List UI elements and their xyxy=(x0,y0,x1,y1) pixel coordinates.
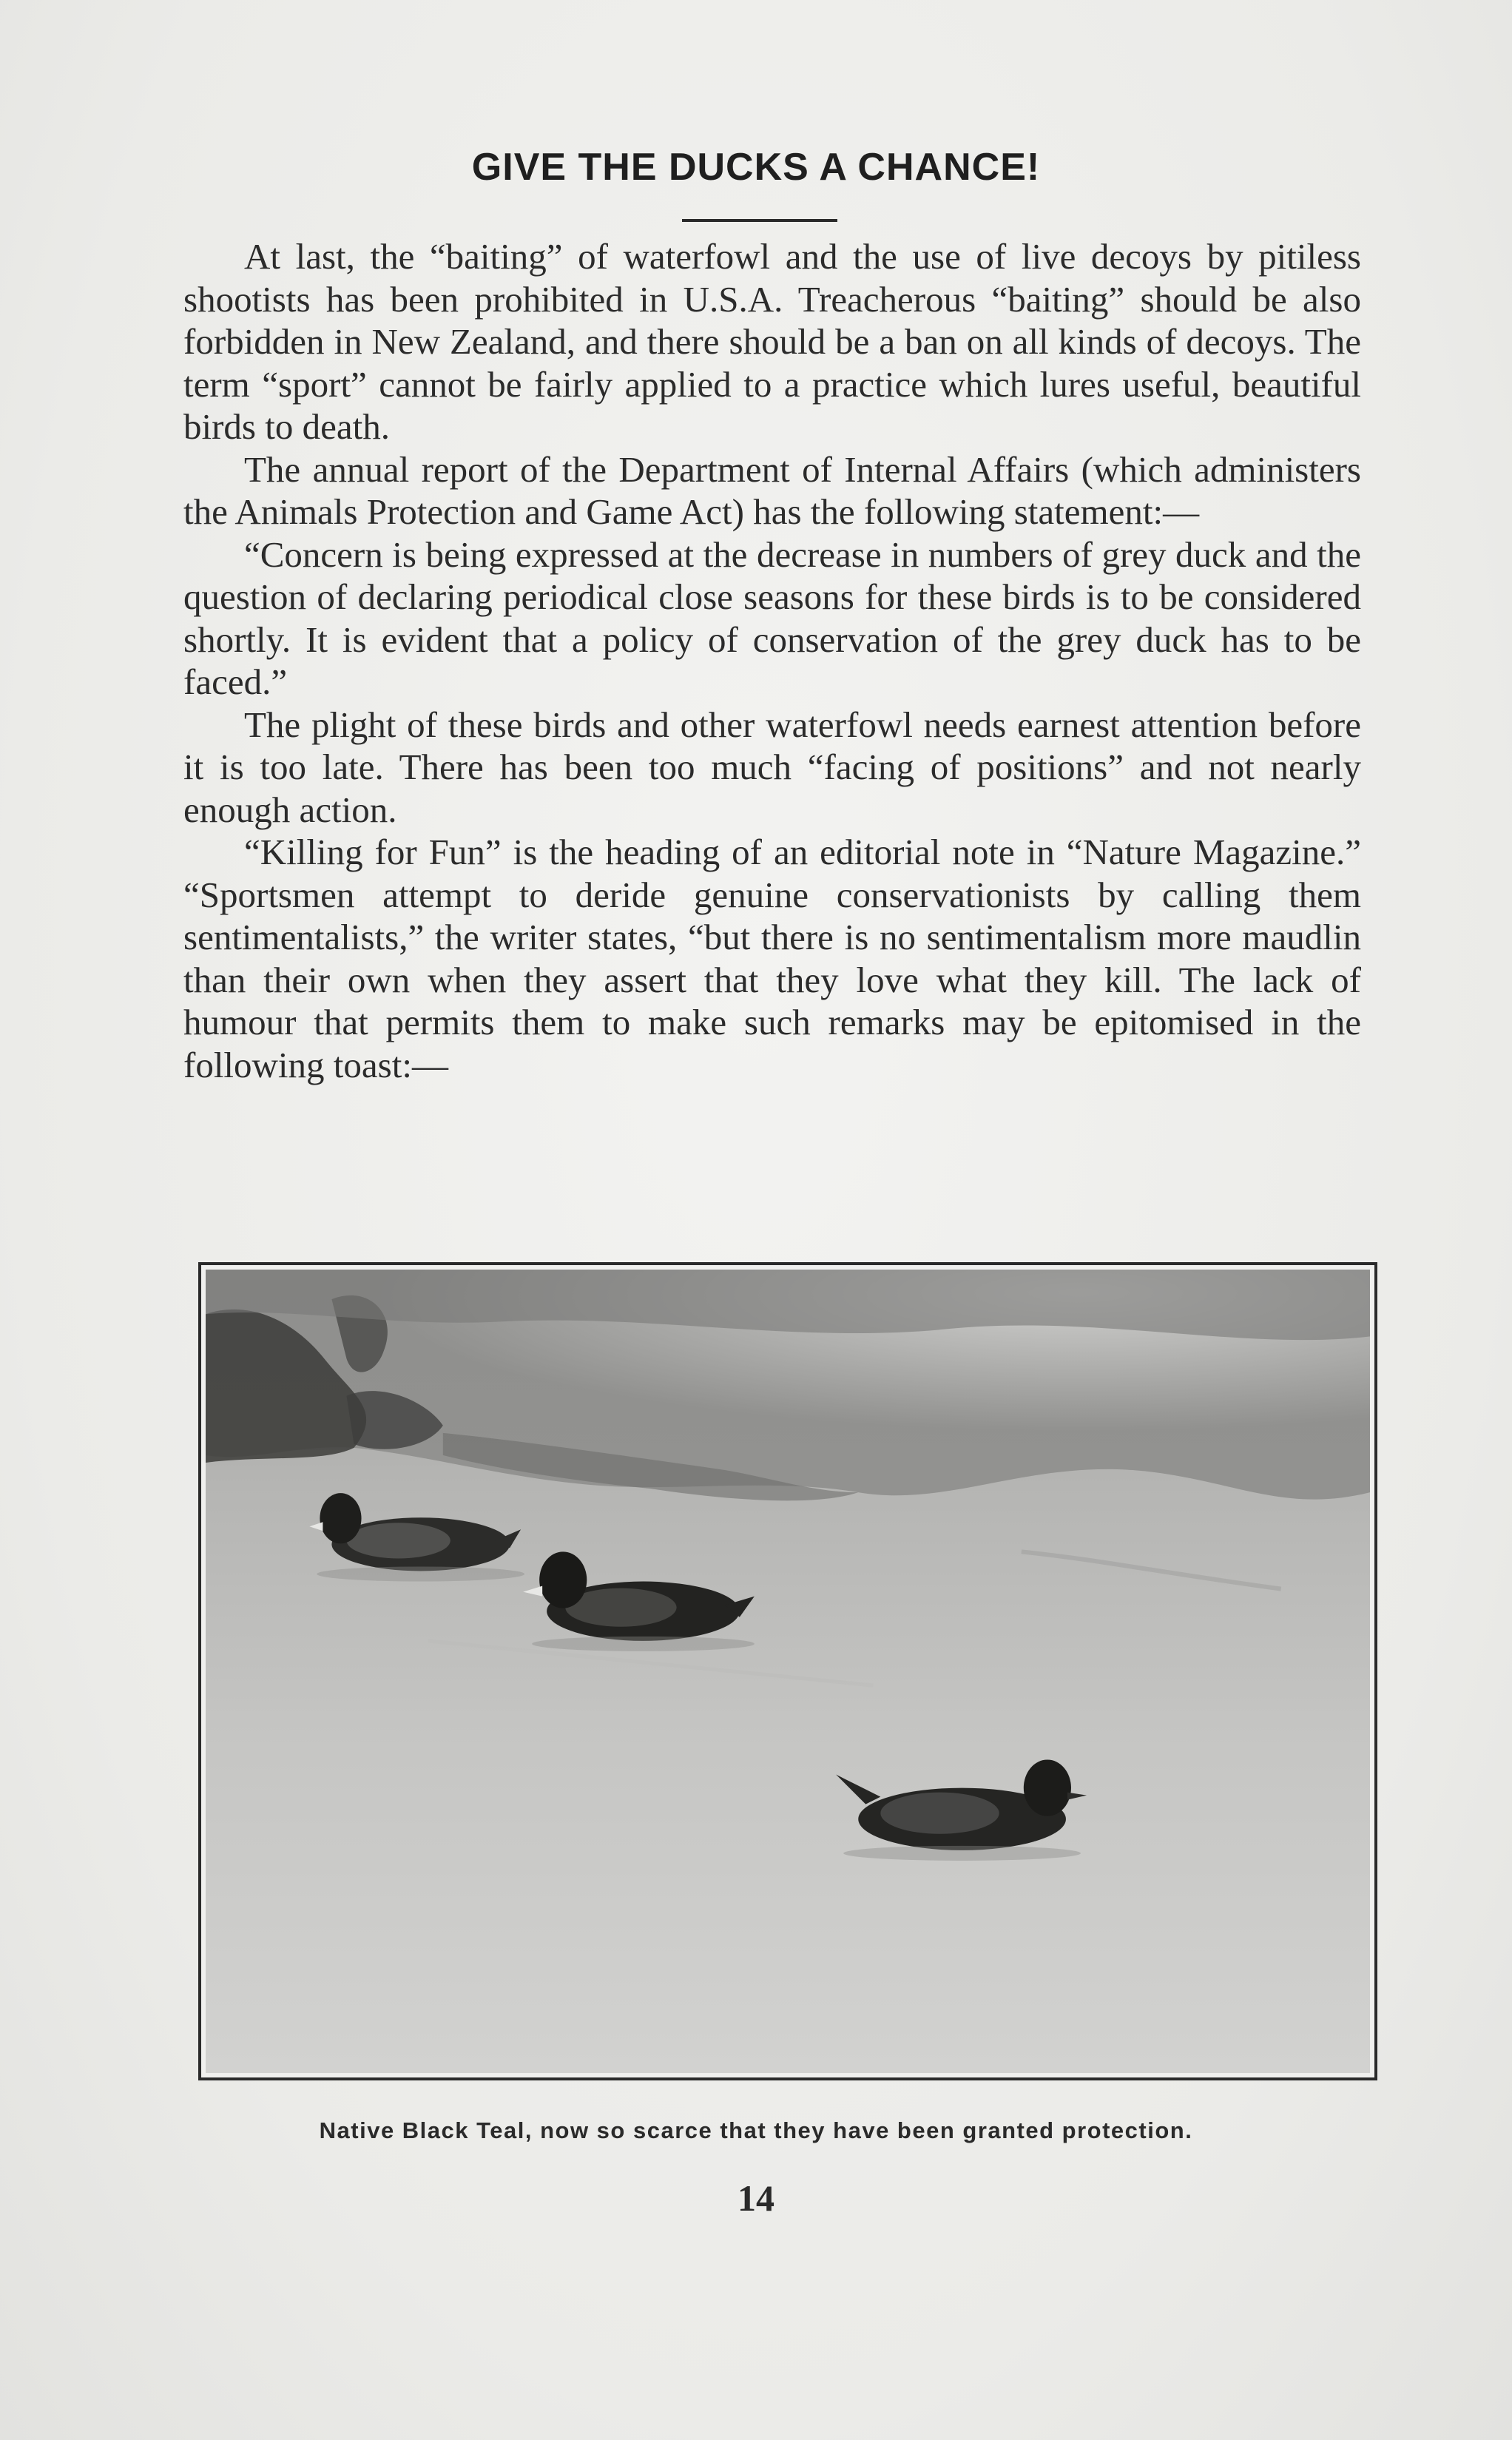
paragraph-5: “Killing for Fun” is the heading of an editorial note in “Nature Magazine.” “Sportsmen attempt to deride genuine conservationists by calling them sentimentalists,” the writer states, “but there is no sentimentalism more maudlin than their own when they assert that they love what they kill. The lack of humour that permits them to make such remarks may be epitomised in the following toast:— xyxy=(183,832,1361,1085)
article-title: GIVE THE DUCKS A CHANCE! xyxy=(471,146,1041,189)
article-body xyxy=(183,235,1361,1086)
paragraph-4: The plight of these birds and other waterfowl needs earnest attention before it is too late. There has been too much “facing of positions” and not nearly enough action. xyxy=(183,704,1361,830)
photo-caption: Native Black Teal, now so scarce that they have been granted protection. xyxy=(319,2117,1193,2143)
paragraph-3: “Concern is being expressed at the decrease in numbers of grey duck and the question of declaring periodical close seasons for these birds is to be considered shortly. It is evident that a policy of conservation of the grey duck has to be faced.” xyxy=(183,533,1361,702)
photo-frame xyxy=(198,1262,1377,2080)
ducks-photo xyxy=(206,1270,1370,2073)
page-number: 14 xyxy=(738,2177,774,2219)
paragraph-2: The annual report of the Department of Internal Affairs (which administers the Animals Protection and Game Act) has the following statement:— xyxy=(183,448,1361,532)
title-divider xyxy=(682,219,837,222)
paragraph-1: At last, the “baiting” of waterfowl and the use of live decoys by pitiless shootists has been prohibited in U.S.A. Treacherous “baiting” should be also forbidden in New Zealand, and there should be a ban on all kinds of decoys. The term “sport” cannot be fairly applied to a practice which lures useful, beautiful birds to death. xyxy=(183,236,1361,447)
